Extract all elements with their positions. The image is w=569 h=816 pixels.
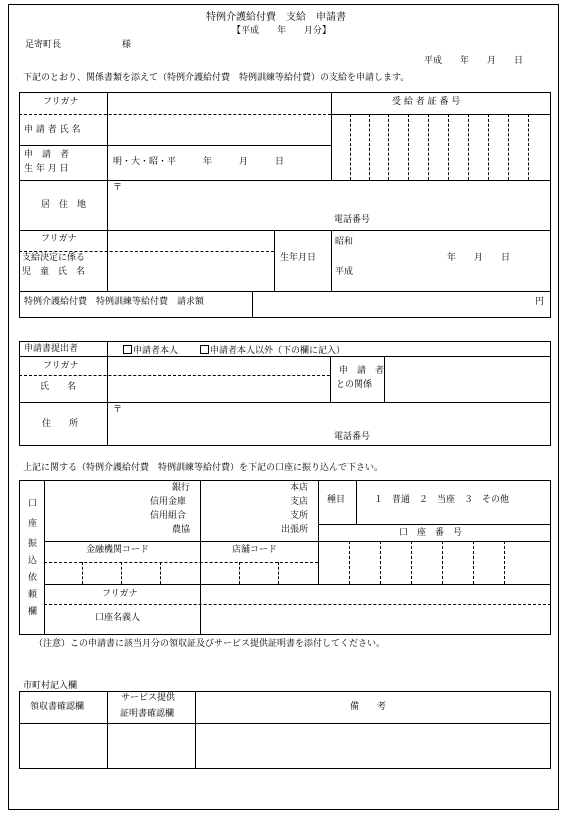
bank-side-label-5: 依 bbox=[28, 573, 38, 583]
service-cert-label-1: サービス提供 bbox=[121, 693, 176, 703]
bank-side-label-4: 込 bbox=[28, 556, 38, 566]
application-date: 平成 年 月 日 bbox=[424, 56, 524, 66]
form-period: 【平成 年 月分】 bbox=[232, 26, 332, 36]
addressee: 足寄町長 bbox=[25, 40, 62, 50]
submitter-label: 申請書提出者 bbox=[24, 344, 79, 354]
claim-unit: 円 bbox=[535, 297, 545, 307]
address-phone-label: 電話番号 bbox=[334, 215, 371, 225]
option-other[interactable]: 申請者本人以外（下の欄に記入） bbox=[200, 345, 345, 356]
furigana-line bbox=[19, 114, 331, 115]
applicant-birth-label-2: 生 年 月 日 bbox=[24, 164, 69, 174]
recipient-cert-label: 受 給 者 証 番 号 bbox=[392, 97, 461, 107]
relation-label-2: との関係 bbox=[336, 380, 373, 390]
applicant-name-label: 申 請 者 氏 名 bbox=[24, 125, 81, 135]
service-cert-label-2: 証明書確認欄 bbox=[120, 709, 175, 719]
form-title: 特例介護給付費 支給 申請書 bbox=[206, 12, 346, 23]
account-number-label: 口 座 番 号 bbox=[399, 528, 463, 538]
checkbox-self[interactable] bbox=[123, 345, 132, 354]
submitter-postal-mark: 〒 bbox=[113, 405, 123, 415]
remarks-label: 備 考 bbox=[350, 702, 387, 712]
branch-type-shiten: 支店 bbox=[290, 497, 309, 507]
inst-type-shinkin: 信用金庫 bbox=[150, 497, 187, 507]
attachment-note: （注意）この申請書に該当月分の領収証及びサービス提供証明書を添付してください。 bbox=[34, 639, 386, 649]
child-name-label-2: 児 童 氏 名 bbox=[22, 267, 86, 277]
applicant-label-divider bbox=[107, 92, 108, 291]
account-type-label: 種目 bbox=[327, 495, 346, 505]
address-postal-mark: 〒 bbox=[113, 183, 123, 193]
inst-type-bank: 銀行 bbox=[172, 483, 191, 493]
child-birth-label: 生年月日 bbox=[280, 253, 317, 263]
child-furigana-label: フリガナ bbox=[41, 234, 77, 244]
child-name-label-1: 支給決定に係る bbox=[22, 253, 86, 263]
bank-side-label-6: 頼 bbox=[28, 590, 38, 600]
child-birth-ymd: 年 月 日 bbox=[447, 253, 511, 263]
branch-code-label: 店舗コード bbox=[232, 545, 278, 555]
branch-type-honten: 本店 bbox=[290, 483, 309, 493]
bank-side-label-1: 口 bbox=[28, 499, 38, 509]
municipal-section bbox=[19, 691, 551, 769]
addressee-honorific: 様 bbox=[122, 40, 132, 50]
child-era-heisei: 平成 bbox=[335, 267, 354, 277]
applicant-birth-value: 明・大・昭・平 年 月 日 bbox=[113, 157, 285, 167]
receipt-check-label: 領収書確認欄 bbox=[30, 702, 85, 712]
account-type-options: １ 普通 ２ 当座 ３ その他 bbox=[374, 495, 510, 505]
submitter-phone-label: 電話番号 bbox=[334, 432, 371, 442]
bank-side-label-2: 座 bbox=[28, 519, 38, 529]
applicant-birth-label-1: 申 請 者 bbox=[24, 150, 70, 160]
submitter-furigana-label: フリガナ bbox=[43, 361, 79, 371]
municipal-section-label: 市町村記入欄 bbox=[23, 681, 78, 691]
option-self[interactable]: 申請者本人 bbox=[123, 345, 178, 356]
bank-code-label: 金融機関コード bbox=[86, 545, 150, 555]
branch-type-shisho: 支所 bbox=[290, 511, 309, 521]
submitter-name-label: 氏 名 bbox=[40, 382, 77, 392]
intro-text: 下記のとおり、関係書類を添えて（特例介護給付費 特例訓練等給付費）の支給を申請します。 bbox=[23, 73, 410, 83]
branch-type-shutchojo: 出張所 bbox=[281, 525, 309, 535]
address-label: 居 住 地 bbox=[41, 200, 87, 210]
inst-type-kumiai: 信用組合 bbox=[150, 511, 187, 521]
inst-type-nokyo: 農協 bbox=[172, 525, 191, 535]
applicant-section bbox=[19, 92, 551, 318]
account-holder-label: 口座名義人 bbox=[95, 613, 141, 623]
claim-label: 特例介護給付費 特例訓練等給付費 請求額 bbox=[24, 297, 205, 307]
bank-side-label-7: 欄 bbox=[28, 607, 38, 617]
bank-side-label-3: 振 bbox=[28, 539, 38, 549]
cert-divider bbox=[331, 92, 332, 180]
child-era-showa: 昭和 bbox=[335, 237, 354, 247]
relation-label-1: 申 請 者 bbox=[339, 366, 385, 376]
holder-furigana-label: フリガナ bbox=[102, 589, 138, 599]
submitter-address-label: 住 所 bbox=[42, 419, 79, 429]
applicant-furigana-label: フリガナ bbox=[43, 97, 79, 107]
checkbox-other[interactable] bbox=[200, 345, 209, 354]
bank-intro: 上記に関する（特例介護給付費 特例訓練等給付費）を下記の口座に振り込んで下さい。 bbox=[23, 463, 384, 473]
